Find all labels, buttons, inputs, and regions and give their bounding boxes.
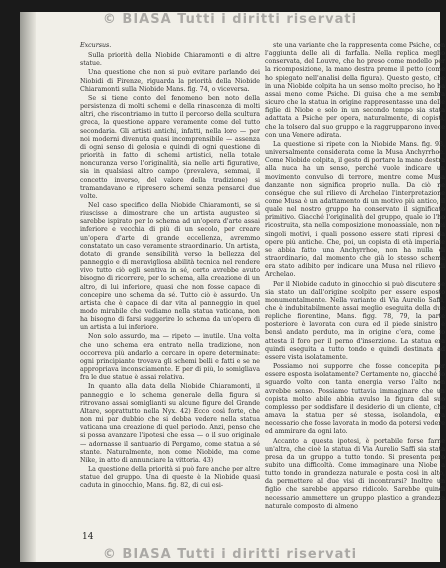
- paragraph: Per il Niobide caduto in ginocchio si può discutere se sia stato un dall'origine scolpito per essere esposto monumentalmente. Nella variante di Via Aurelio Saffi, che è indubitabilmente assai meglio eseguita della due repliche fiorentine, Mans. figg. 78, 79, la parte posteriore è lavorata con cura ed il piede sinistro è bensì andato perduto, ma in origine c'era, come lo attesta il foro per il perno d'inserzione. La statua era quindi eseguita a tutto tondo e quindi destinata ad essere vista isolatamente.: [265, 280, 445, 361]
- paragraph: ste una variante che la rappresenta come Psiche, con l'aggiunta delle ali di farfalla. Nella replica meglio conservata, del Louvre, che ho preso come modello per la ricomposizione, la mano destra preme il petto (come ho spiegato nell'analisi della figura). Questo gesto, che in una Niobide colpita ha un senso molto preciso, ho ha assai meno come Psiche. Di guisa che a me sembra sicuro che la statua in origine rappresentasse una delle figlie di Niobe e solo in un secondo tempo sia stata adattata a Psiche per opera, naturalmente, di copisti, che la tolsero dal suo gruppo e la raggrupparono invece con una Venere adirata.: [265, 42, 445, 139]
- page-binding-shadow: [20, 12, 36, 562]
- section-heading: Excursus.: [80, 42, 112, 49]
- paragraph: Sulla priorità della Niobide Chiaramonti e di altre statue.: [80, 52, 260, 68]
- paragraph: Una questione che non si può evitare parlando dei Niobidi di Firenze, riguarda la priorità della Niobide Chiaramonti sulla Niobide Mans. fig. 74, o viceversa.: [80, 69, 260, 93]
- watermark-top: © BIASA Tutti i diritti riservati: [102, 12, 358, 27]
- paragraph: Non solo assurdo, ma — ripeto — inutile. Una volta che uno schema era entrato nella tradizione, non occorreva più andarlo a cercare in opere determinate: ogni principiante trovava gli schemi belli e fatti e se ne appropriava inconsciamente. E per di più, lo somigliava fra le due statue è assai relativa.: [80, 333, 260, 382]
- paragraph: Accanto a questa ipotesi, è portabile forse farne un'altra, che cioè la statua di Via Aurelio Saffi sia stata presa da un gruppo a tutto tondo. Si presenta però subito una difficoltà. Come immaginare una Niobe a tutto tondo in grandezza naturale e posta così in alto, da permettere al due visi di incontrarsi? Inoltre un figlio che sarebbe apparso ridicolo. Sarebbe quindi necessario ammettere un gruppo plastico a grandezza naturale composto di almeno: [265, 437, 445, 510]
- page-number: 14: [82, 532, 94, 542]
- left-text-column: [80, 42, 260, 491]
- watermark-bottom: © BIASA Tutti i diritti riservati: [102, 547, 358, 562]
- paragraph: La questione della priorità si può fare anche per altre statue del gruppo. Una di queste è la Niobide quasi caduta in ginocchio, Mans. fig. 82, di cui esi-: [80, 465, 260, 490]
- paragraph: Se si tiene conto del fenomeno ben noto della persistenza di molti schemi e della rinascenza di molti altri, che riscontriamo in tutto il percorso della scultura greca, la questione appare veramente come del tutto secondaria. Gli artisti antichi, infatti, nella loro — per noi moderni divenuta quasi incomprensibile — assenza di ogni senso di gelosia e quindi di ogni questione di priorità in fatto di schemi artistici, nella totale noncuranza verso l'originalità, sia nelle arti figurative, sia in qualsiasi altro campo (prevaleva, semmai, il concetto inverso, del valore della tradizione) si tramandavano e ripresero schemi senza pensarci due volte.: [80, 94, 260, 200]
- paragraph: La questione si ripete con la Niobide Mans. fig. 93, universalmente considerata come la Musa Anchyrrhoe. Come Niobide colpita, il gesto di portare la mano destra alla nuca ha un senso, perché vuole indicare un movimento convulso di terrore, mentre come Musa danzante non significa proprio nulla. Da ciò ne conségue che sul rilievo di Archelao l'interpretazione come Musa è un adattamento di un motivo più antico, il quale nel nostro gruppo ha conservato il significato primitivo. Giacché l'originalità del gruppo, quale io l'ho ricostruita, sta nella composizione monoassiale, non nei singoli motivi, i quali possono essere stati ripresi da opere più antiche. Che, poi, un copista di età imperiale se abbia fatto una Anchyrrhoe, non ha nulla di straordinario, dal momento che già lo stesso schema era stato adibito per indicare una Musa nel rilievo di Archelao.: [265, 140, 445, 279]
- paragraph: Nel caso specifico della Niobide Chiaramonti, se si riuscisse a dimostrare che un artista augusteo si sarebbe ispirato per lo schema ad un'opera d'arte assai inferiore e vecchia di più di un secolo, per creare un'opera d'arte di grande eccellenza, avremmo constatato un caso veramente straordinario. Un artista, dotato di grande sensibilità verso la bellezza del panneggio e di meravigliosa abilità tecnica nel rendere vivo tutto ciò egli sentiva in sé, certo avrebbe avuto bisogno di ricorrere, per lo schema, alla creazione di un altro, di lui inferiore, quasi che non fosse capace di concepire uno schema da sé. Tutto ciò è assurdo. Un artista che è capace di dar vita al panneggio in quel modo mirabile che vediamo nella statua vaticana, non ha bisogno di farsi suggerire lo schema da un'opera di un artista a lui inferiore.: [80, 201, 260, 332]
- paragraph: Possiamo noi supporre che fosse concepita per essere esposta isolatamente? Certamente no, giacché lo sguardo volto con tanta energia verso l'alto non avrebbe senso. Possiamo tuttavia immaginare che un copista molto abile abbia avulso la figura dal suo complesso per soddisfare il desiderio di un cliente, che amava la statua per sé stessa, isolandola, era necessario che fosse lavorata in modo da potersi vedere ed ammirare da ogni lato.: [265, 363, 445, 436]
- right-text-column: [265, 42, 445, 512]
- document-page: [20, 12, 445, 562]
- paragraph: In quanto alla data della Niobide Chiaramonti, il panneggio e lo schema generale della figura si ritrovano assai somiglianti su alcune figure del Grande Altare, soprattutto nella Nyx. 42) Ecco così forte, che non mi par dubbio che si debba vedere nella statua vaticana una creazione di quel periodo. Anzi, penso che si possa avanzare l'ipotesi che essa — o il suo originale — adornasse il santuario di Pergamo, come statua a sé stante. Naturalmente, non come Niobide, ma come Nike, in atto di annunciare la vittoria. 43): [80, 383, 260, 464]
